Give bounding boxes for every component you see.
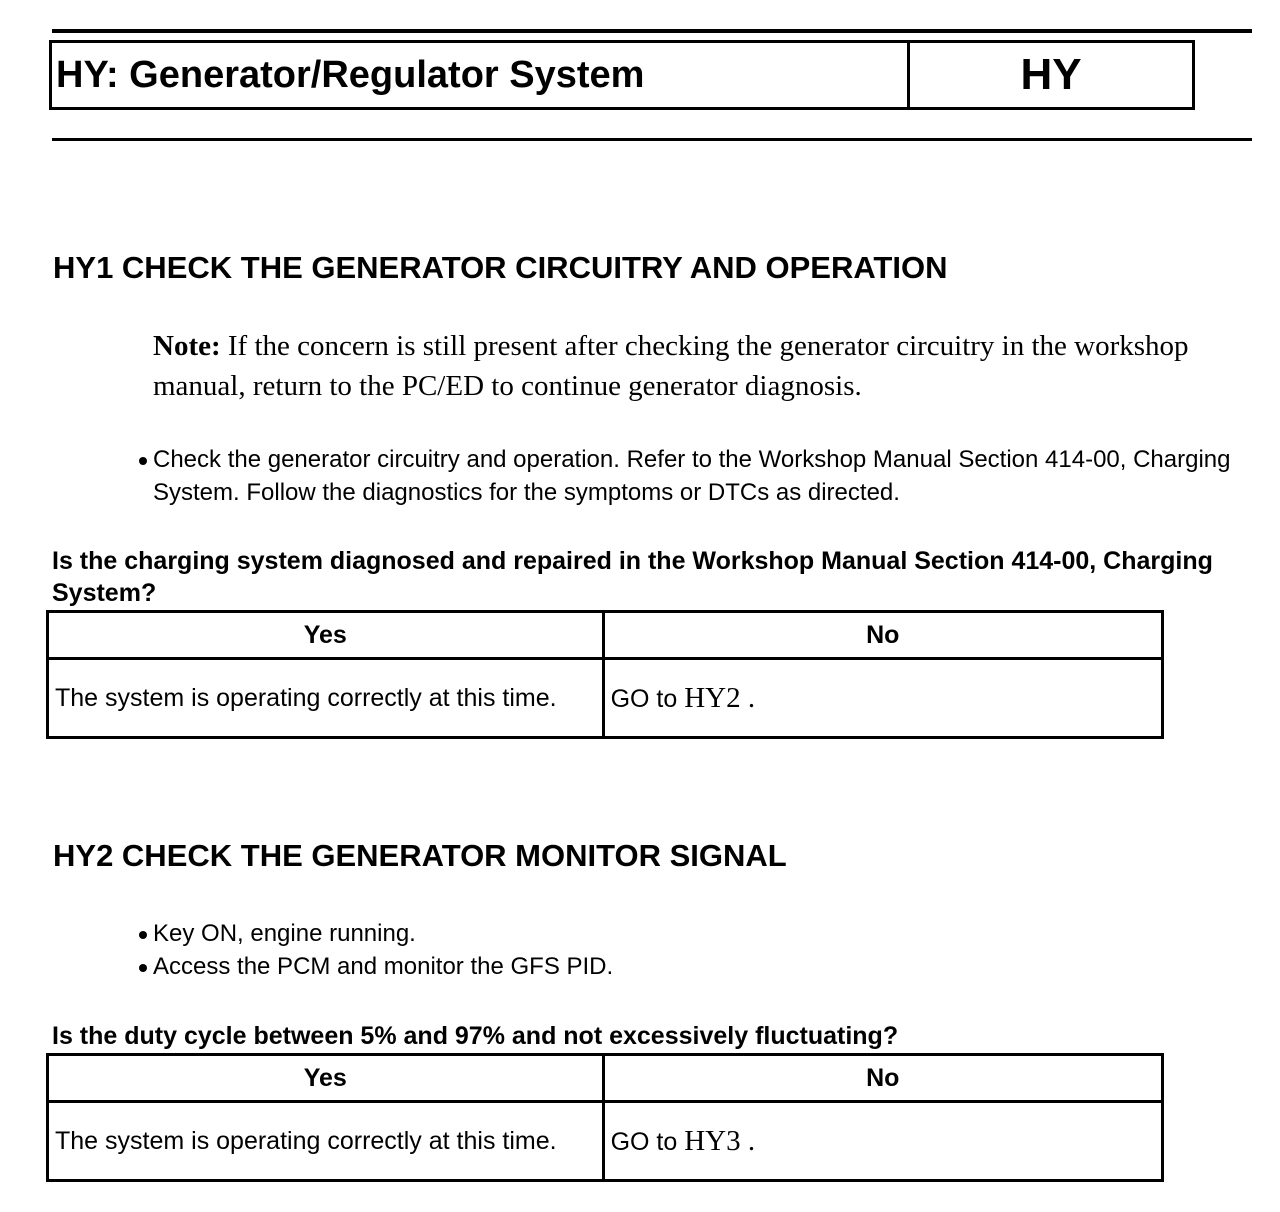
go-to-suffix: . bbox=[740, 1124, 756, 1157]
list-item bbox=[137, 443, 1247, 509]
list-item bbox=[137, 917, 1037, 950]
yes-header: Yes bbox=[48, 1055, 604, 1102]
hy1-heading: HY1 CHECK THE GENERATOR CIRCUITRY AND OPERATION bbox=[53, 250, 948, 285]
no-header: No bbox=[603, 1055, 1162, 1102]
yes-cell: The system is operating correctly at this time. bbox=[48, 1102, 604, 1181]
bullet-icon bbox=[139, 964, 147, 972]
note-label: Note: bbox=[153, 330, 221, 362]
no-header: No bbox=[603, 612, 1162, 659]
list-item bbox=[137, 950, 1037, 983]
hy1-note bbox=[153, 326, 1233, 406]
header-bottom-rule bbox=[52, 138, 1252, 141]
no-cell bbox=[603, 1102, 1162, 1181]
table-row bbox=[48, 659, 1163, 738]
hy1-answer-table bbox=[46, 610, 1164, 739]
go-to-text: GO to bbox=[610, 1127, 685, 1156]
page-header bbox=[49, 40, 1195, 110]
hy2-bullet-text: Key ON, engine running. bbox=[153, 920, 416, 947]
note-text: If the concern is still present after checking the generator circuitry in the workshop manual, return to the PC/ED to continue generator diagnosis. bbox=[153, 330, 1189, 402]
hy2-link[interactable]: HY2 bbox=[684, 681, 741, 714]
hy1-question: Is the charging system diagnosed and repaired in the Workshop Manual Section 414-00, Charging System? bbox=[52, 547, 1213, 607]
top-rule bbox=[52, 29, 1252, 33]
hy2-bullet-list bbox=[137, 917, 1037, 983]
bullet-icon bbox=[139, 931, 147, 939]
no-cell bbox=[603, 659, 1162, 738]
hy2-bullet-text: Access the PCM and monitor the GFS PID. bbox=[153, 953, 614, 980]
table-header-row bbox=[48, 612, 1163, 659]
section-code: HY bbox=[1020, 50, 1082, 99]
bullet-icon bbox=[139, 457, 147, 465]
go-to-suffix: . bbox=[740, 681, 756, 714]
hy2-answer-table bbox=[46, 1053, 1164, 1182]
table-row bbox=[48, 1102, 1163, 1181]
yes-cell: The system is operating correctly at this time. bbox=[48, 659, 604, 738]
yes-header: Yes bbox=[48, 612, 604, 659]
hy2-heading: HY2 CHECK THE GENERATOR MONITOR SIGNAL bbox=[53, 838, 787, 873]
hy2-question: Is the duty cycle between 5% and 97% and not excessively fluctuating? bbox=[52, 1022, 899, 1050]
table-header-row bbox=[48, 1055, 1163, 1102]
hy1-bullet-text: Check the generator circuitry and operation. Refer to the Workshop Manual Section 414-00, Charging System. Follow the diagnostics for the symptoms or DTCs as directed. bbox=[153, 446, 1231, 506]
go-to-text: GO to bbox=[610, 684, 685, 713]
hy1-bullet-list bbox=[137, 443, 1247, 509]
hy3-link[interactable]: HY3 bbox=[684, 1124, 741, 1157]
page-title: HY: Generator/Regulator System bbox=[52, 43, 910, 107]
